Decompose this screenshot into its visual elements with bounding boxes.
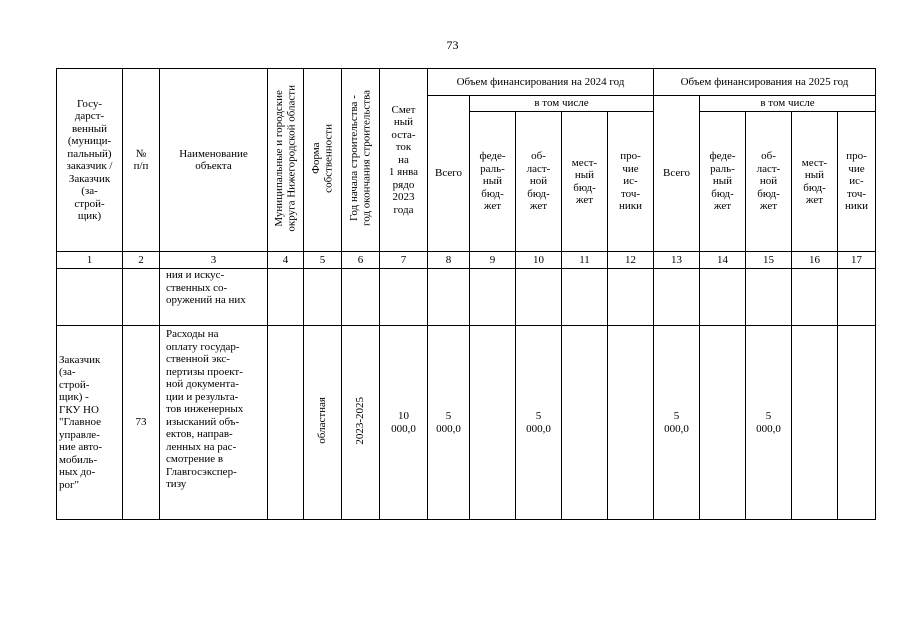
cell-total-2025: 5 000,0	[654, 326, 700, 520]
header-other-2025: про- чие ис- точ- ники	[838, 112, 876, 252]
column-number: 17	[838, 252, 876, 269]
header-funding-2024: Объем финансирования на 2024 год	[428, 69, 654, 96]
header-regional-2025: об- ласт- ной бюд- жет	[746, 112, 792, 252]
column-number: 3	[160, 252, 268, 269]
header-object-name: Наименование объекта	[160, 69, 268, 252]
cell-total-2025	[654, 269, 700, 326]
header-total-2024: Всего	[428, 96, 470, 252]
cell-regional-2024	[516, 269, 562, 326]
column-number: 11	[562, 252, 608, 269]
cell-local-2025	[792, 269, 838, 326]
cell-balance	[380, 269, 428, 326]
header-number: № п/п	[123, 69, 160, 252]
cell-federal-2024	[470, 269, 516, 326]
column-number: 15	[746, 252, 792, 269]
column-number: 9	[470, 252, 516, 269]
cell-regional-2024: 5 000,0	[516, 326, 562, 520]
cell-ownership	[304, 269, 342, 326]
header-customer: Госу- дарст- венный (муници- пальный) заказчик / Заказчик (за- строй- щик)	[57, 69, 123, 252]
cell-municipal	[268, 326, 304, 520]
cell-other-2025	[838, 326, 876, 520]
header-local-2025: мест- ный бюд- жет	[792, 112, 838, 252]
column-numbers-row	[57, 252, 876, 269]
cell-federal-2025	[700, 326, 746, 520]
cell-regional-2025	[746, 269, 792, 326]
column-number: 7	[380, 252, 428, 269]
header-estimated-balance: Смет ный оста- ток на 1 янва рядо 2023 года	[380, 69, 428, 252]
cell-total-2024: 5 000,0	[428, 326, 470, 520]
cell-number: 73	[123, 326, 160, 520]
header-other-2024: про- чие ис- точ- ники	[608, 112, 654, 252]
header-regional-2024: об- ласт- ной бюд- жет	[516, 112, 562, 252]
cell-customer	[57, 269, 123, 326]
column-number: 12	[608, 252, 654, 269]
table-row	[57, 269, 876, 326]
cell-customer: Заказчик (за- строй- щик) - ГКУ НО "Главное управле- ние авто- мобиль- ных до- рог"	[57, 326, 123, 520]
cell-local-2024	[562, 326, 608, 520]
table-row	[57, 326, 876, 520]
page-number: 73	[446, 38, 459, 52]
cell-years: 2023-2025	[342, 326, 380, 520]
header-total-2025: Всего	[654, 96, 700, 252]
cell-other-2024	[608, 326, 654, 520]
cell-ownership: областная	[304, 326, 342, 520]
column-number: 16	[792, 252, 838, 269]
header-federal-2024: феде- раль- ный бюд- жет	[470, 112, 516, 252]
column-number: 10	[516, 252, 562, 269]
header-municipal-districts: Муниципальные и городские округа Нижегородской области	[268, 69, 304, 252]
column-number: 4	[268, 252, 304, 269]
cell-federal-2025	[700, 269, 746, 326]
column-number: 8	[428, 252, 470, 269]
cell-other-2025	[838, 269, 876, 326]
cell-municipal	[268, 269, 304, 326]
header-local-2024: мест- ный бюд- жет	[562, 112, 608, 252]
column-number: 5	[304, 252, 342, 269]
column-number: 13	[654, 252, 700, 269]
column-number: 6	[342, 252, 380, 269]
header-including-2025: в том числе	[700, 96, 876, 112]
cell-other-2024	[608, 269, 654, 326]
header-construction-years: Год начала строительства - год окончания строительства	[342, 69, 380, 252]
header-funding-2025: Объем финансирования на 2025 год	[654, 69, 876, 96]
header-federal-2025: феде- раль- ный бюд- жет	[700, 112, 746, 252]
column-number: 14	[700, 252, 746, 269]
column-number: 1	[57, 252, 123, 269]
cell-balance: 10 000,0	[380, 326, 428, 520]
header-including-2024: в том числе	[470, 96, 654, 112]
cell-regional-2025: 5 000,0	[746, 326, 792, 520]
cell-object-name: Расходы на оплату государ- ственной экс- пертизы проект- ной документа- ции и результа- тов инженерных изысканий объ- ектов, направ- ленных на рас- смотрение в Главгосэкспер- тизу	[160, 326, 268, 520]
cell-years	[342, 269, 380, 326]
header-row-1	[57, 69, 876, 96]
cell-local-2024	[562, 269, 608, 326]
column-number: 2	[123, 252, 160, 269]
header-ownership-form: Форма собственности	[304, 69, 342, 252]
cell-object-name: ния и искус- ственных со- оружений на них	[160, 269, 268, 326]
cell-total-2024	[428, 269, 470, 326]
financing-table	[56, 68, 876, 520]
cell-number	[123, 269, 160, 326]
cell-federal-2024	[470, 326, 516, 520]
cell-local-2025	[792, 326, 838, 520]
